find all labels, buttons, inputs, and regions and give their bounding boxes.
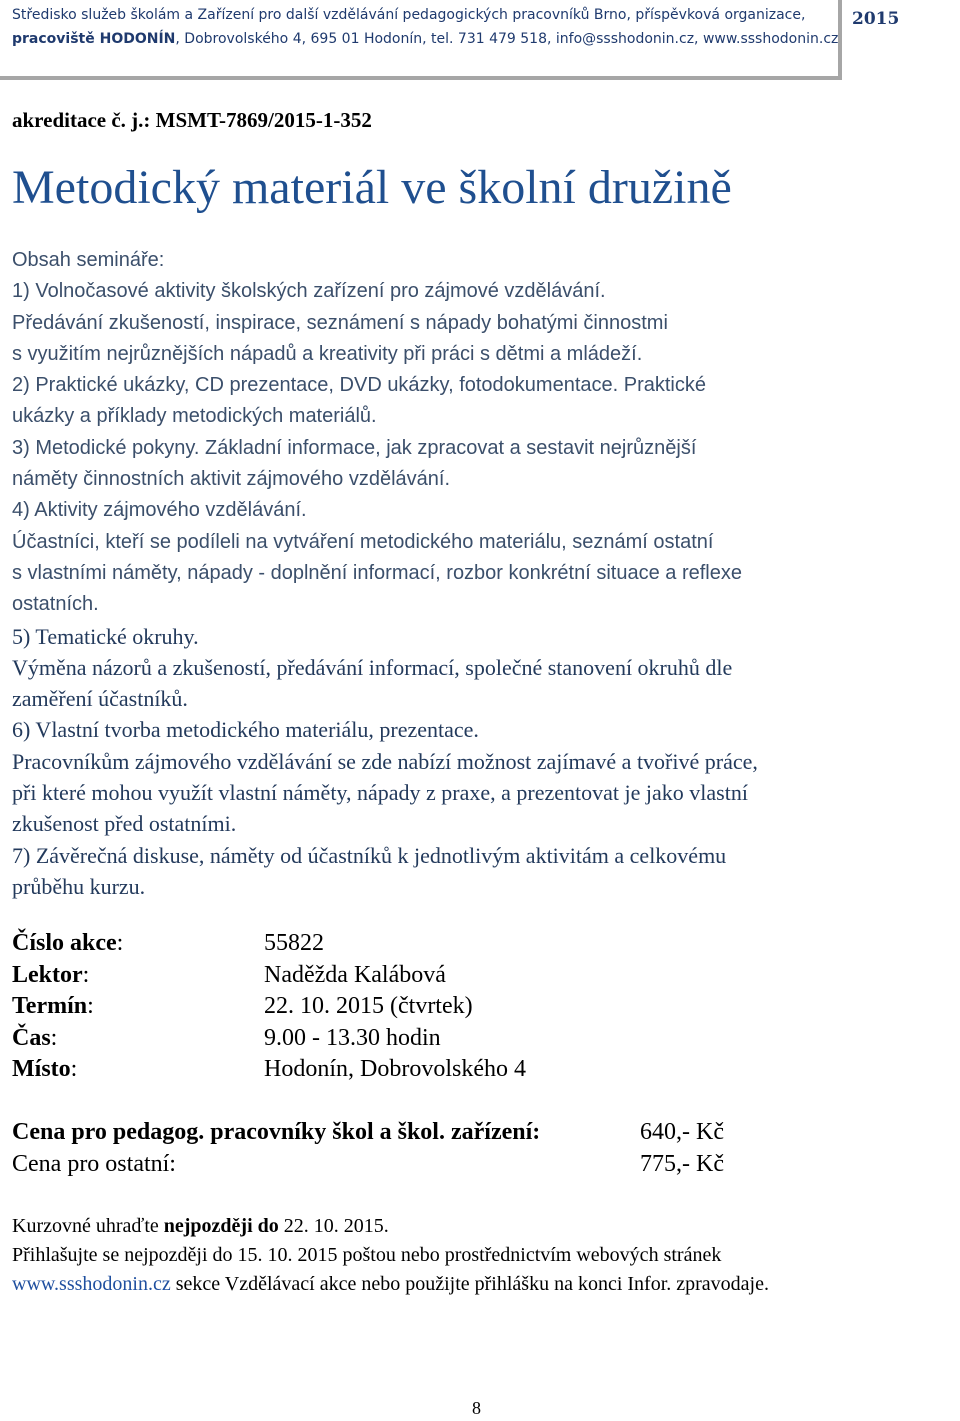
content-line: Pracovníkům zájmového vzdělávání se zde nabízí možnost zajímavé a tvořivé práce,: [12, 748, 758, 774]
price-info: [12, 1116, 724, 1180]
time-label: Čas: [12, 1024, 51, 1051]
payment-date: 22. 10. 2015.: [278, 1215, 389, 1237]
place-label: Místo: [12, 1056, 71, 1082]
header-organization: Středisko služeb školám a Zařízení pro další vzdělávání pedagogických pracovníků Brno, příspěvková organizace,: [12, 7, 806, 23]
seminar-content: [12, 245, 952, 902]
header-workplace-name: pracoviště HODONÍN: [12, 31, 176, 47]
content-line: 6) Vlastní tvorba metodického materiálu, prezentace.: [12, 717, 479, 743]
header-divider: [0, 76, 838, 80]
place-value: Hodonín, Dobrovolského 4: [264, 1056, 526, 1082]
price-teachers-value: 640,- Kč: [640, 1119, 724, 1145]
number-label: Číslo akce: [12, 930, 117, 956]
content-line: zaměření účastníků.: [12, 686, 188, 712]
payment-bold: nejpozději do: [163, 1215, 279, 1237]
content-line: 5) Tematické okruhy.: [12, 623, 199, 649]
registration-info: [12, 1212, 769, 1299]
price-others-label: Cena pro ostatní:: [12, 1151, 176, 1177]
price-teachers-label: Cena pro pedagog. pracovníky škol a škol. zařízení:: [12, 1119, 541, 1145]
header-contact: , Dobrovolského 4, 695 01 Hodonín, tel. 731 479 518, info@ssshodonin.cz, www.ssshodonin.cz: [175, 31, 839, 47]
number-value: 55822: [264, 930, 324, 956]
info-row-place: Místo: Hodonín, Dobrovolského 4: [12, 1056, 526, 1082]
content-line: Předávání zkušeností, inspirace, seznámení s nápady bohatými činnostmi: [12, 311, 668, 334]
header-vertical-divider: [838, 0, 842, 80]
header-year: 2015: [852, 9, 900, 29]
info-row-time: Čas: 9.00 - 13.30 hodin: [12, 1024, 441, 1051]
signup-web-text: sekce Vzdělávací akce nebo použijte přihlášku na konci Infor. zpravodaje.: [170, 1273, 769, 1295]
website-link[interactable]: www.ssshodonin.cz: [12, 1273, 171, 1295]
payment-prefix: Kurzovné uhraďte: [12, 1215, 164, 1237]
price-row-others: [12, 1148, 724, 1180]
info-row-number: Číslo akce: 55822: [12, 930, 324, 956]
time-value: 9.00 - 13.30 hodin: [264, 1024, 441, 1051]
date-label: Termín: [12, 993, 88, 1019]
content-line: s využitím nejrůznějších nápadů a kreativity při práci s dětmi a mládeží.: [12, 342, 643, 365]
signup-web: [12, 1270, 769, 1299]
lector-value: Naděžda Kalábová: [264, 961, 446, 988]
content-line: průběhu kurzu.: [12, 873, 146, 899]
content-line: Obsah semináře:: [12, 249, 165, 271]
content-line: náměty činnostních aktivit zájmového vzdělávání.: [12, 468, 450, 491]
signup-deadline: Přihlašujte se nejpozději do 15. 10. 2015 poštou nebo prostřednictvím webových stránek: [12, 1244, 722, 1266]
page-header: [0, 0, 960, 80]
page-number: 8: [472, 1398, 481, 1418]
accreditation-number: akreditace č. j.: MSMT-7869/2015-1-352: [12, 108, 372, 132]
content-line: 1) Volnočasové aktivity školských zařízení pro zájmové vzdělávání.: [12, 280, 606, 303]
content-line: při které mohou využít vlastní náměty, nápady z praxe, a prezentovat je jako vlastní: [12, 780, 748, 806]
course-info: [12, 928, 526, 1086]
content-line: zkušenost před ostatními.: [12, 811, 237, 837]
content-line: 2) Praktické ukázky, CD prezentace, DVD ukázky, fotodokumentace. Praktické: [12, 374, 706, 397]
content-line: 4) Aktivity zájmového vzdělávání.: [12, 499, 307, 522]
lector-label: Lektor: [12, 961, 83, 988]
price-others-value: 775,- Kč: [640, 1151, 724, 1177]
price-row-teachers: [12, 1116, 724, 1148]
header-workplace: [12, 31, 838, 47]
content-line: ukázky a příklady metodických materiálů.: [12, 405, 377, 428]
content-line: ostatních.: [12, 593, 99, 616]
info-row-date: Termín: 22. 10. 2015 (čtvrtek): [12, 993, 473, 1019]
info-row-lector: Lektor: Naděžda Kalábová: [12, 961, 446, 988]
content-line: s vlastními náměty, nápady - doplnění informací, rozbor konkrétní situace a reflexe: [12, 561, 742, 584]
content-line: Výměna názorů a zkušeností, předávání informací, společné stanovení okruhů dle: [12, 654, 733, 680]
content-line: Účastníci, kteří se podíleli na vytváření metodického materiálu, seznámí ostatní: [12, 530, 714, 553]
payment-deadline: [12, 1212, 769, 1241]
date-value: 22. 10. 2015 (čtvrtek): [264, 993, 473, 1019]
content-line: 7) Závěrečná diskuse, náměty od účastníků k jednotlivým aktivitám a celkovému: [12, 842, 727, 868]
content-line: 3) Metodické pokyny. Základní informace, jak zpracovat a sestavit nejrůznější: [12, 436, 697, 459]
document-title: Metodický materiál ve školní družině: [12, 161, 732, 214]
